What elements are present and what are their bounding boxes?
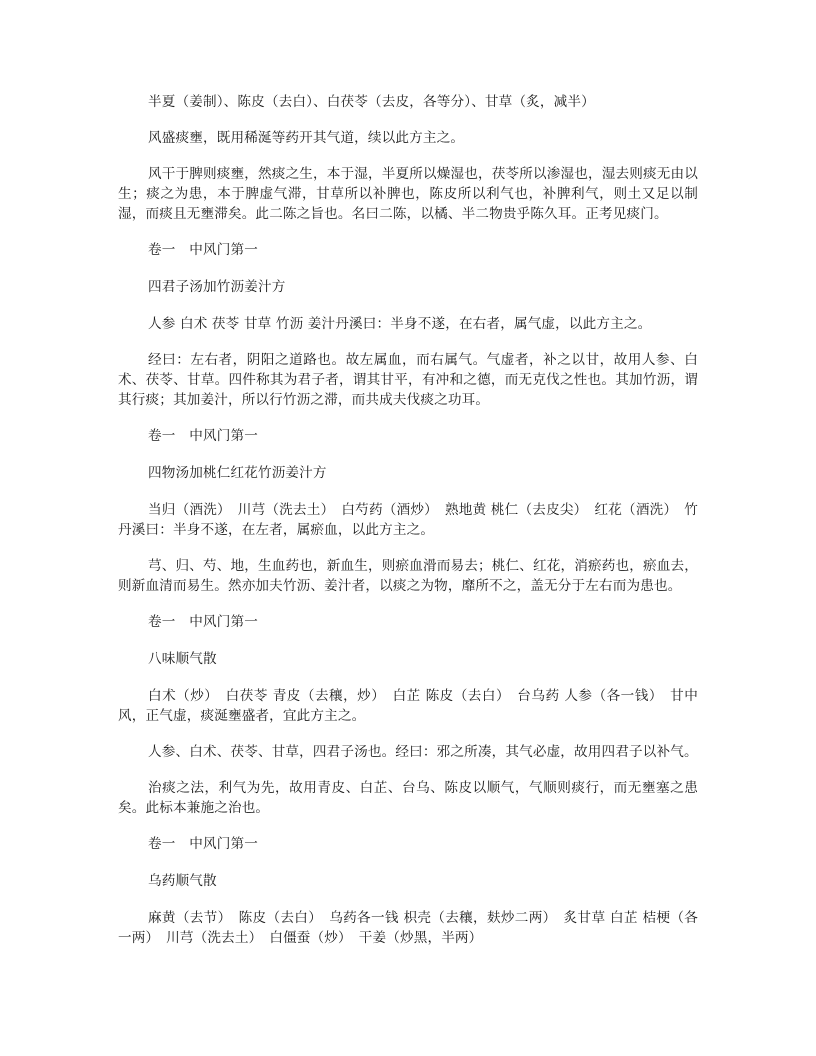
formula-title: 四君子汤加竹沥姜汁方 xyxy=(148,279,286,295)
indication-text: 风盛痰壅，既用稀涎等药开其气道，续以此方主之。 xyxy=(148,130,465,146)
commentary-text: 芎、归、芍、地，生血药也，新血生，则瘀血滑而易去；桃仁、红花，消瘀药也，瘀血去，则新血清而易生。然亦加夫竹沥、姜汁者，以痰之为物，靡所不之，盖无分于左右而为患也。 xyxy=(118,558,698,594)
commentary-text: 治痰之法，利气为先，故用青皮、白芷、台乌、陈皮以顺气，气顺则痰行，而无壅塞之患矣。此标本兼施之治也。 xyxy=(118,780,698,816)
commentary-text: 经曰：左右者，阴阳之道路也。故左属血，而右属气。气虚者，补之以甘，故用人参、白术、茯苓、甘草。四件称其为君子者，谓其甘平，有冲和之德，而无克伐之性也。其加竹沥，谓其行痰；其加姜汁，所以行竹沥之滞，而共成夫伐痰之功耳。 xyxy=(118,352,698,408)
commentary-text: 人参、白术、茯苓、甘草，四君子汤也。经曰：邪之所凑，其气必虚，故用四君子以补气。 xyxy=(148,744,698,760)
commentary-text: 风干于脾则痰壅，然痰之生，本于湿，半夏所以燥湿也，茯苓所以渗湿也，湿去则痰无由以生；痰之为患，本于脾虚气滞，甘草所以补脾也，陈皮所以利气也，补脾利气，则土又足以制湿，而痰且无壅滞矣。此二陈之旨也。名曰二陈，以橘、半二物贵乎陈久耳。正考见痰门。 xyxy=(118,166,698,222)
formula-title: 乌药顺气散 xyxy=(148,873,217,889)
formula-ingredients: 人参 白术 茯苓 甘草 竹沥 姜汁丹溪曰：半身不遂，在右者，属气虚，以此方主之。 xyxy=(148,316,652,332)
formula-ingredients: 当归（酒洗） 川芎（洗去土） 白芍药（酒炒） 熟地黄 桃仁（去皮尖） 红花（酒洗） 竹 丹溪曰：半身不遂，在左者，属瘀血，以此方主之。 xyxy=(118,502,712,538)
section-heading: 卷一 中风门第一 xyxy=(148,242,258,258)
formula-title: 四物汤加桃仁红花竹沥姜汁方 xyxy=(148,465,327,481)
formula-ingredients: 白术（炒） 白茯苓 青皮（去穰，炒） 白芷 陈皮（去白） 台乌药 人参（各一钱） 甘中风，正气虚，痰涎壅盛者，宜此方主之。 xyxy=(118,688,698,724)
document-body xyxy=(118,92,712,964)
formula-title: 八味顺气散 xyxy=(148,651,217,667)
formula-ingredients: 麻黄（去节） 陈皮（去白） 乌药各一钱 枳壳（去穰，麸炒二两） 炙甘草 白芷 桔梗（各一两） 川芎（洗去土） 白僵蚕（炒） 干姜（炒黑，半两） xyxy=(118,910,698,946)
section-heading: 卷一 中风门第一 xyxy=(148,428,258,444)
section-heading: 卷一 中风门第一 xyxy=(148,836,258,852)
section-heading: 卷一 中风门第一 xyxy=(148,614,258,630)
formula-ingredients: 半夏（姜制）、陈皮（去白）、白茯苓（去皮，各等分）、甘草（炙，减半） xyxy=(148,94,595,110)
